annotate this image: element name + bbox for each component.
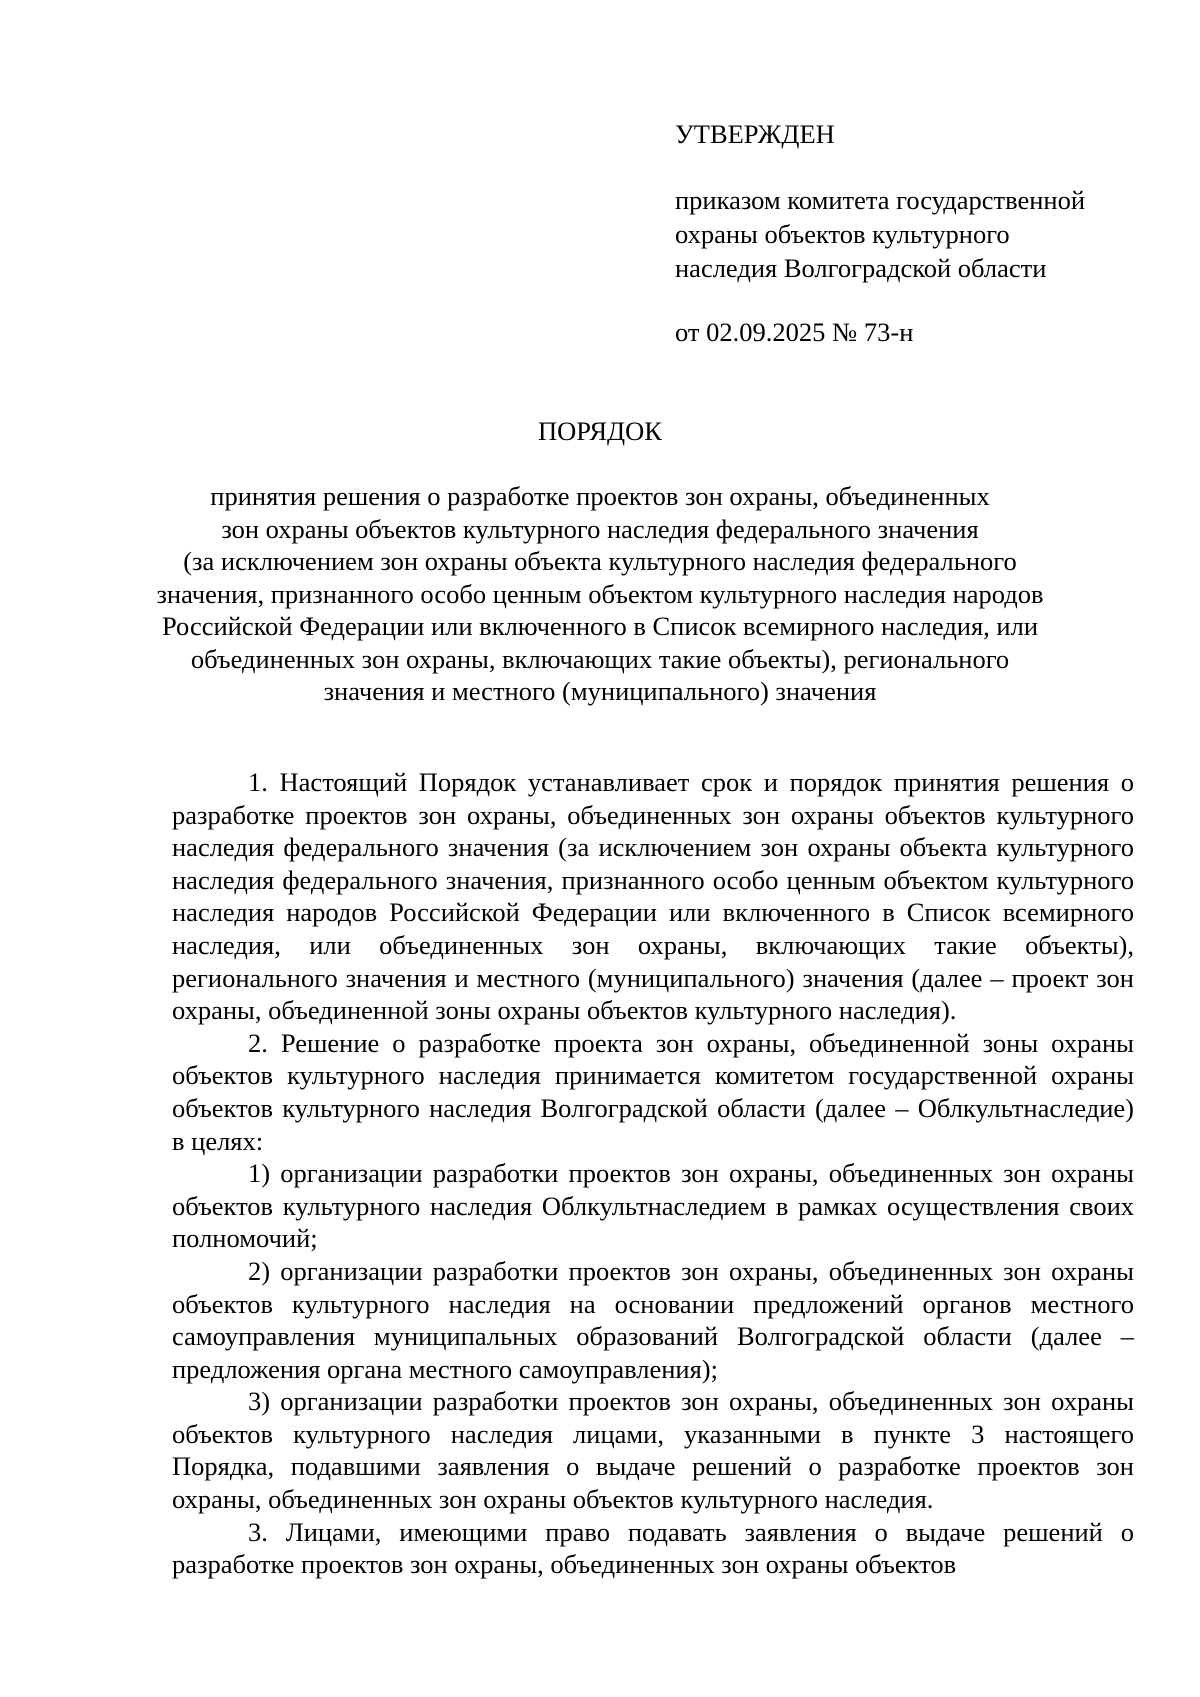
- subtitle-line: объединенных зон охраны, включающих такие объекты), регионального: [190, 643, 1010, 674]
- approval-order-text: [675, 183, 1155, 285]
- paragraph-subclause-2-2: 2) организации разработки проектов зон охраны, объединенных зон охраны объектов культурного наследия на основании предложений органов местного самоуправления муниципальных образований Волгоградской области (далее – предложения органа местного самоуправления);: [172, 1255, 1134, 1384]
- paragraph-subclause-2-3: 3) организации разработки проектов зон охраны, объединенных зон охраны объектов культурного наследия лицами, указанными в пункте 3 настоящего Порядка, подавшими заявления о выдаче решений о разработке проектов зон охраны, объединенных зон охраны объектов культурного наследия.: [172, 1386, 1134, 1515]
- approval-stamp-block: [675, 117, 1155, 349]
- paragraph-clause-1: 1. Настоящий Порядок устанавливает срок и порядок принятия решения о разработке проектов зон охраны, объединенных зон охраны объектов культурного наследия федерального значения (за исключением зон охраны объекта культурного наследия федерального значения, признанного особо ценным объектом культурного наследия народов Российской Федерации или включенного в Список всемирного наследия, или объединенных зон охраны, включающих такие объекты), регионального значения и местного (муниципального) значения (далее – проект зон охраны, объединенной зоны охраны объектов культурного наследия).: [172, 767, 1134, 1026]
- subtitle-line: значения, признанного особо ценным объектом культурного наследия народов: [156, 578, 1044, 609]
- approval-heading: УТВЕРЖДЕН: [675, 119, 835, 149]
- subtitle-line: Российской Федерации или включенного в Список всемирного наследия, или: [161, 611, 1039, 641]
- approval-order-line: охраны объектов культурного: [675, 219, 1010, 249]
- paragraph-clause-2: 2. Решение о разработке проекта зон охраны, объединенной зоны охраны объектов культурного наследия принимается комитетом государственной охраны объектов культурного наследия Волгоградской области (далее – Облкультнаследие) в целях:: [172, 1027, 1134, 1156]
- subtitle-line: принятия решения о разработке проектов зон охраны, объединенных: [210, 481, 990, 511]
- subtitle-line: зон охраны объектов культурного наследия федерального значения: [221, 513, 979, 544]
- subtitle-line: значения и местного (муниципального) значения: [323, 676, 877, 706]
- document-title: ПОРЯДОК: [538, 416, 662, 446]
- subtitle-line: (за исключением зон охраны объекта культурного наследия федерального: [183, 546, 1017, 576]
- approval-date-number: от 02.09.2025 № 73-н: [675, 317, 914, 347]
- approval-order-line: приказом комитета государственной: [675, 185, 1086, 215]
- paragraph-subclause-2-1: 1) организации разработки проектов зон охраны, объединенных зон охраны объектов культурного наследия Облкультнаследием в рамках осуществления своих полномочий;: [172, 1158, 1134, 1254]
- document-subtitle: [150, 480, 1050, 708]
- document-body: [172, 766, 1134, 1581]
- paragraph-clause-3: 3. Лицами, имеющими право подавать заявления о выдаче решений о разработке проектов зон охраны, объединенных зон охраны объектов: [172, 1516, 1134, 1580]
- approval-order-line: наследия Волгоградской области: [675, 253, 1047, 283]
